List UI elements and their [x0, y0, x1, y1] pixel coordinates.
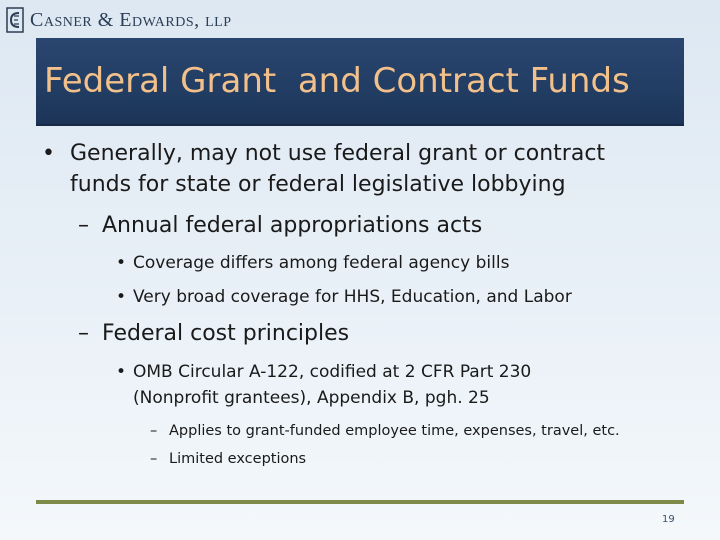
sub-sub-bullet-omb-line-1: OMB Circular A-122, codified at 2 CFR Part 230: [133, 362, 532, 382]
page-number: 19: [662, 514, 675, 525]
title-bar: [36, 38, 684, 126]
footer-rule: [36, 500, 684, 504]
firm-logo: [6, 4, 232, 36]
bullet-marker: •: [116, 362, 127, 382]
dash-marker: –: [150, 423, 158, 439]
dash-marker: –: [78, 321, 89, 346]
bullet-1-line-1: Generally, may not use federal grant or contract: [70, 141, 606, 166]
ce-monogram-icon: [6, 7, 24, 33]
bullet-1-line-2: funds for state or federal legislative lobbying: [70, 172, 566, 197]
dash-marker: –: [150, 451, 158, 467]
sub-bullet-appropriations: Annual federal appropriations acts: [102, 213, 483, 238]
bullet-marker: •: [42, 141, 55, 166]
sub-sub-bullet-broad-coverage: Very broad coverage for HHS, Education, and Labor: [133, 287, 572, 307]
dash-marker: –: [78, 213, 89, 238]
sub-sub-bullet-omb-line-2: (Nonprofit grantees), Appendix B, pgh. 25: [133, 388, 490, 408]
bullet-marker: •: [116, 287, 127, 307]
slide-title: Federal Grant and Contract Funds: [44, 61, 630, 101]
sub-bullet-cost-principles: Federal cost principles: [102, 321, 350, 346]
firm-name: Casner & Edwards, llp: [30, 8, 232, 31]
level-4-applies: Applies to grant-funded employee time, expenses, travel, etc.: [169, 423, 620, 439]
sub-sub-bullet-coverage-differs: Coverage differs among federal agency bills: [133, 253, 510, 273]
level-4-exceptions: Limited exceptions: [169, 451, 307, 467]
bullet-marker: •: [116, 253, 127, 273]
